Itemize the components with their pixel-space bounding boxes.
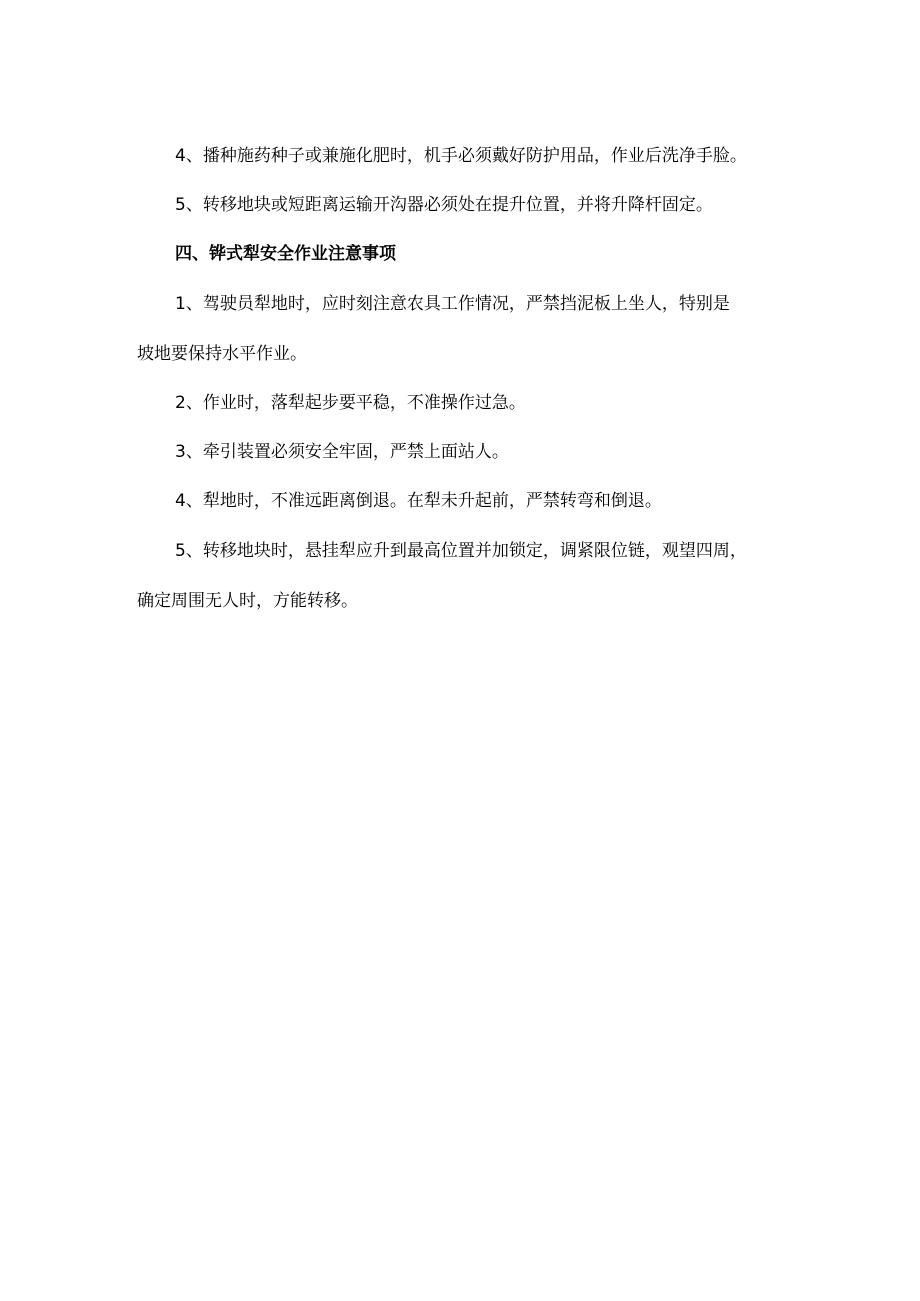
paragraph-transfer-plow-continued: 确定周围无人时，方能转移。 (137, 591, 358, 611)
paragraph-driver-plowing: 1、驾驶员犁地时，应时刻注意农具工作情况，严禁挡泥板上坐人，特别是 (175, 294, 730, 314)
paragraph-transfer-plow: 5、转移地块时，悬挂犁应升到最高位置并加锁定，调紧限位链，观望四周， (175, 541, 747, 561)
paragraph-transfer-opener: 5、转移地块或短距离运输开沟器必须处在提升位置，并将升降杆固定。 (175, 195, 713, 215)
paragraph-towing-device: 3、牵引装置必须安全牢固，严禁上面站人。 (175, 442, 509, 462)
paragraph-driver-plowing-continued: 坡地要保持水平作业。 (137, 344, 307, 364)
paragraph-seed-protection: 4、播种施药种子或兼施化肥时，机手必须戴好防护用品，作业后洗净手脸。 (175, 146, 747, 166)
section-heading-plow-safety: 四、铧式犁安全作业注意事项 (175, 244, 396, 264)
paragraph-lowering-plow: 2、作业时，落犁起步要平稳，不准操作过急。 (175, 393, 526, 413)
paragraph-no-reversing: 4、犁地时，不准远距离倒退。在犁未升起前，严禁转弯和倒退。 (175, 491, 662, 511)
